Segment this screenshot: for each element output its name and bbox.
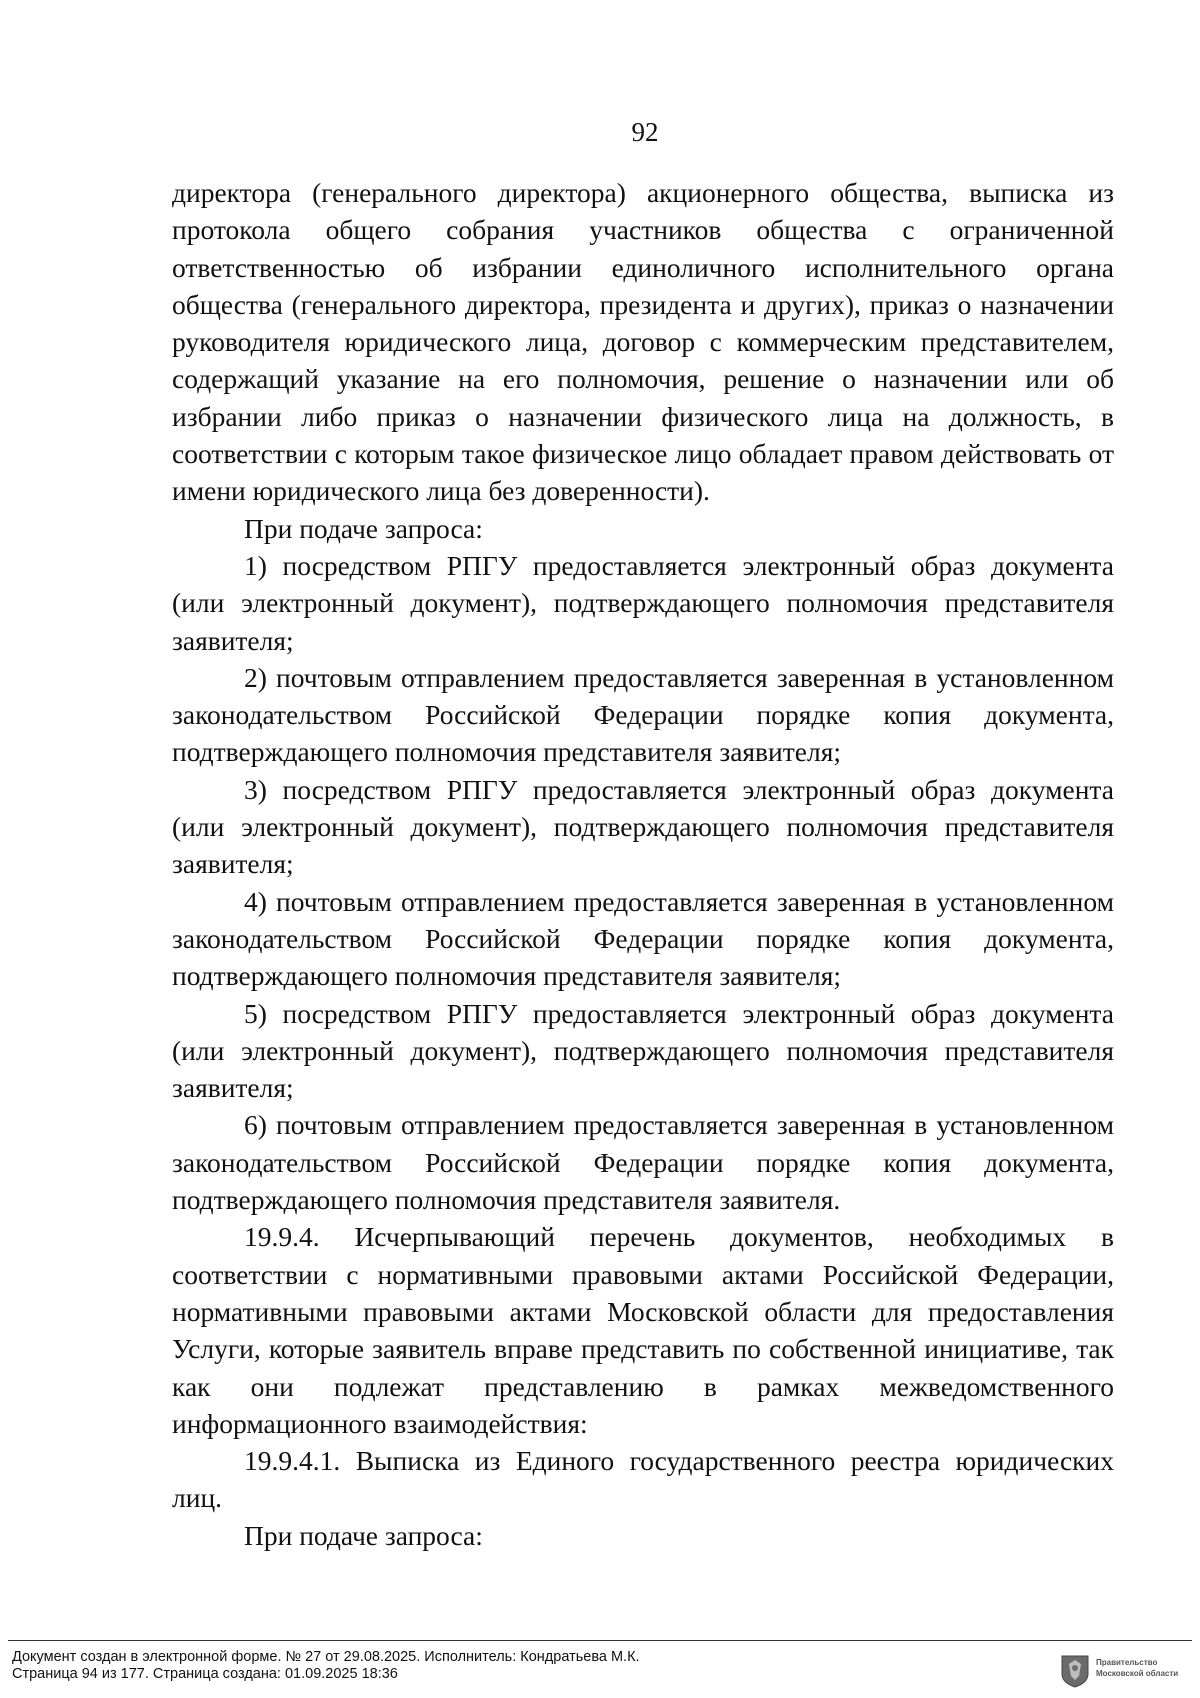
- logo-caption-line-2: Московской области: [1096, 1669, 1179, 1678]
- list-item-5: 5) посредством РПГУ предоставляется электронный образ документа (или электронный документ), подтверждающего полномочия представителя заявителя;: [172, 997, 1114, 1104]
- paragraph-request-heading-2: При подаче запроса:: [244, 1519, 483, 1551]
- document-body: [172, 174, 1114, 1554]
- page-number: 92: [631, 117, 659, 147]
- list-item-1: 1) посредством РПГУ предоставляется электронный образ документа (или электронный документ), подтверждающего полномочия представителя заявителя;: [172, 549, 1114, 656]
- list-item-2: 2) почтовым отправлением предоставляется заверенная в установленном законодательством Российской Федерации порядке копия документа, подтверждающего полномочия представителя заявителя;: [172, 661, 1114, 768]
- coat-of-arms-icon: [1060, 1654, 1090, 1688]
- section-19-9-4: 19.9.4. Исчерпывающий перечень документов, необходимых в соответствии с нормативными правовыми актами Российской Федерации, нормативными правовыми актами Московской области для предоставления Услуги, которые заявитель вправе представить по собственной инициативе, так как они подлежат представлению в рамках межведомственного информационного взаимодействия:: [172, 1221, 1114, 1439]
- footer-divider: [8, 1640, 1192, 1641]
- section-19-9-4-1: 19.9.4.1. Выписка из Единого государственного реестра юридических лиц.: [172, 1445, 1114, 1514]
- footer-line-document: Документ создан в электронной форме. № 27 от 29.08.2025. Исполнитель: Кондратьева М.К.: [12, 1649, 640, 1665]
- logo-caption: [1096, 1657, 1178, 1679]
- list-item-6: 6) почтовым отправлением предоставляется заверенная в установленном законодательством Российской Федерации порядке копия документа, подтверждающего полномочия представителя заявителя.: [172, 1109, 1114, 1216]
- footer-line-page: Страница 94 из 177. Страница создана: 01.09.2025 18:36: [12, 1666, 398, 1682]
- list-item-4: 4) почтовым отправлением предоставляется заверенная в установленном законодательством Российской Федерации порядке копия документа, подтверждающего полномочия представителя заявителя;: [172, 885, 1114, 992]
- list-item-3: 3) посредством РПГУ предоставляется электронный образ документа (или электронный документ), подтверждающего полномочия представителя заявителя;: [172, 773, 1114, 880]
- government-logo: [1058, 1652, 1198, 1692]
- logo-caption-line-1: Правительство: [1096, 1658, 1158, 1667]
- paragraph-continuation: директора (генерального директора) акционерного общества, выписка из протокола общего собрания участников общества с ограниченной ответственностью об избрании единоличного исполнительного органа общества (генерального директора, президента и других), приказ о назначении руководителя юридического лица, договор с коммерческим представителем, содержащий указание на его полномочия, решение о назначении или об избрании либо приказ о назначении физического лица на должность, в соответствии с которым такое физическое лицо обладает правом действовать от имени юридического лица без доверенности).: [172, 177, 1114, 507]
- document-footer: [0, 1640, 1200, 1698]
- footer-info: [12, 1649, 640, 1683]
- paragraph-request-heading: При подаче запроса:: [244, 512, 483, 544]
